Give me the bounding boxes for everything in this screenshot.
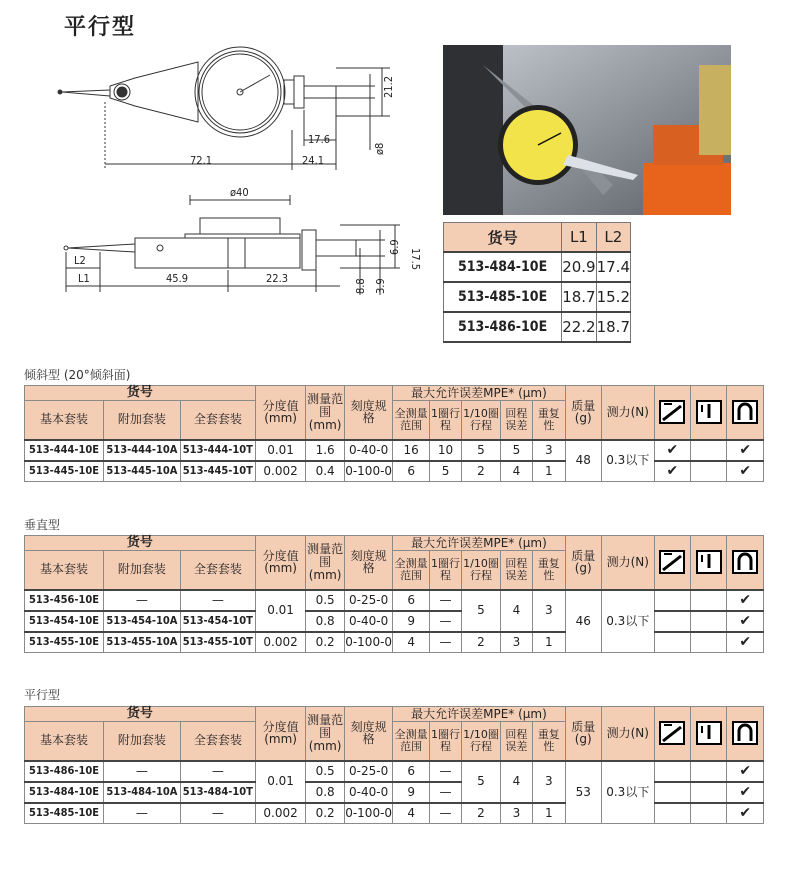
- model-l2: 17.4: [596, 252, 630, 282]
- cell-scale: 0-25-0: [344, 590, 393, 611]
- cell-check-tilt: [654, 803, 690, 824]
- cell-tenth-rev: 5: [462, 440, 500, 461]
- cell-check-tilt: [654, 590, 690, 611]
- header-full: 全套套装: [180, 400, 255, 440]
- cell-force: 0.3以下: [601, 761, 654, 824]
- header-tenth-rev: 1/10圈行程: [462, 721, 500, 761]
- dim-diameter-8: ø8: [373, 142, 386, 155]
- cell-scale: 0-100-0: [344, 803, 393, 824]
- dim-17-5: 17.5: [409, 248, 422, 271]
- parallel-contact-icon: [727, 707, 764, 761]
- header-mpe: 最大允许误差MPE* (μm): [393, 707, 565, 722]
- model-header-l2: L2: [596, 223, 630, 253]
- cell-check-parallel: ✔: [727, 440, 764, 461]
- cell-hysteresis: 4: [500, 461, 532, 482]
- dim-diameter-40: ø40: [230, 186, 249, 199]
- cell-one-rev: 5: [429, 461, 461, 482]
- cell-scale: 0-40-0: [344, 782, 393, 803]
- cell-full: 513-484-10T: [180, 782, 255, 803]
- cell-basic: 513-485-10E: [25, 803, 104, 824]
- header-scale: 刻度规格: [344, 707, 393, 761]
- header-goods-no: 货号: [25, 386, 256, 401]
- header-range: 测量范围(mm): [306, 707, 344, 761]
- cell-check-tilt: [654, 611, 690, 632]
- cell-check-vertical: [691, 461, 727, 482]
- cell-full-range: 4: [393, 803, 429, 824]
- cell-hysteresis: 3: [500, 632, 532, 653]
- model-header-l1: L1: [562, 223, 596, 253]
- cell-check-tilt: ✔: [654, 440, 690, 461]
- cell-one-rev: —: [429, 590, 461, 611]
- page-title: 平行型: [64, 15, 137, 40]
- tilt-contact-icon: [654, 707, 690, 761]
- cell-one-rev: —: [429, 782, 461, 803]
- header-addon: 附加套装: [103, 550, 180, 590]
- header-hysteresis: 回程误差: [500, 721, 532, 761]
- header-scale: 刻度规格: [344, 386, 393, 440]
- dim-24-1: 24.1: [302, 154, 325, 167]
- model-l1: 22.2: [562, 312, 596, 342]
- header-range: 测量范围(mm): [306, 386, 344, 440]
- cell-addon: 513-455-10A: [103, 632, 180, 653]
- table-row: [25, 761, 764, 782]
- cell-check-vertical: [691, 440, 727, 461]
- header-force: 测力(N): [601, 707, 654, 761]
- section-title-vertical: 垂直型: [24, 518, 61, 532]
- cell-hysteresis: 4: [500, 590, 532, 632]
- cell-range: 0.5: [306, 590, 344, 611]
- vertical-contact-icon: [691, 386, 727, 440]
- cell-tenth-rev: 2: [462, 461, 500, 482]
- vertical-contact-icon: [691, 536, 727, 590]
- model-l2: 15.2: [596, 282, 630, 312]
- cell-one-rev: —: [429, 761, 461, 782]
- cell-full-range: 4: [393, 632, 429, 653]
- cell-hysteresis: 5: [500, 440, 532, 461]
- cell-repeat: 3: [533, 440, 565, 461]
- cell-range: 1.6: [306, 440, 344, 461]
- cell-check-vertical: [691, 632, 727, 653]
- cell-tenth-rev: 2: [462, 803, 500, 824]
- cell-force: 0.3以下: [601, 590, 654, 653]
- model-l2: 18.7: [596, 312, 630, 342]
- header-repeat: 重复性: [533, 550, 565, 590]
- header-hysteresis: 回程误差: [500, 400, 532, 440]
- cell-check-parallel: ✔: [727, 611, 764, 632]
- header-force: 测力(N): [601, 386, 654, 440]
- cell-check-vertical: [691, 803, 727, 824]
- model-no: 513-486-10E: [444, 312, 562, 342]
- model-no: 513-484-10E: [444, 252, 562, 282]
- section-title-tilt: 倾斜型 (20°倾斜面): [24, 368, 131, 382]
- cell-check-vertical: [691, 611, 727, 632]
- cell-repeat: 3: [533, 761, 565, 803]
- cell-tenth-rev: 2: [462, 632, 500, 653]
- parallel-contact-icon: [727, 386, 764, 440]
- cell-resolution: 0.002: [255, 632, 306, 653]
- cell-full: 513-445-10T: [180, 461, 255, 482]
- cell-full: 513-454-10T: [180, 611, 255, 632]
- header-hysteresis: 回程误差: [500, 550, 532, 590]
- cell-resolution: 0.01: [255, 590, 306, 632]
- cell-repeat: 1: [533, 632, 565, 653]
- cell-mass: 53: [565, 761, 601, 824]
- vertical-contact-icon: [691, 707, 727, 761]
- header-full-range: 全测量范围: [393, 550, 429, 590]
- spec-table-tilt: [24, 385, 764, 482]
- cell-check-vertical: [691, 761, 727, 782]
- cell-repeat: 1: [533, 461, 565, 482]
- cell-resolution: 0.01: [255, 761, 306, 803]
- header-one-rev: 1圈行程: [429, 721, 461, 761]
- dim-3-9: 3.9: [374, 278, 387, 294]
- cell-full-range: 6: [393, 461, 429, 482]
- header-full: 全套套装: [180, 550, 255, 590]
- model-no: 513-485-10E: [444, 282, 562, 312]
- cell-hysteresis: 3: [500, 803, 532, 824]
- header-force: 测力(N): [601, 536, 654, 590]
- cell-addon: 513-444-10A: [103, 440, 180, 461]
- dim-21-2: 21.2: [382, 75, 395, 98]
- table-row: [25, 440, 764, 461]
- cell-basic: 513-456-10E: [25, 590, 104, 611]
- dim-l2: L2: [74, 254, 86, 267]
- cell-full: 513-455-10T: [180, 632, 255, 653]
- cell-hysteresis: 4: [500, 761, 532, 803]
- spec-table-vertical: [24, 535, 764, 653]
- tilt-contact-icon: [654, 386, 690, 440]
- header-tenth-rev: 1/10圈行程: [462, 400, 500, 440]
- table-row: [25, 590, 764, 611]
- product-photo: [443, 45, 731, 215]
- cell-check-vertical: [691, 782, 727, 803]
- cell-check-parallel: ✔: [727, 461, 764, 482]
- header-full-range: 全测量范围: [393, 400, 429, 440]
- cell-repeat: 3: [533, 590, 565, 632]
- header-range: 测量范围(mm): [306, 536, 344, 590]
- header-basic: 基本套装: [25, 550, 104, 590]
- cell-addon: 513-445-10A: [103, 461, 180, 482]
- cell-check-parallel: ✔: [727, 803, 764, 824]
- cell-addon: 513-484-10A: [103, 782, 180, 803]
- cell-range: 0.8: [306, 611, 344, 632]
- cell-check-tilt: [654, 782, 690, 803]
- cell-resolution: 0.002: [255, 803, 306, 824]
- cell-full-range: 9: [393, 611, 429, 632]
- dim-72-1: 72.1: [190, 154, 213, 167]
- cell-full: —: [180, 590, 255, 611]
- header-full-range: 全测量范围: [393, 721, 429, 761]
- header-mpe: 最大允许误差MPE* (μm): [393, 386, 565, 401]
- cell-one-rev: —: [429, 611, 461, 632]
- cell-range: 0.2: [306, 632, 344, 653]
- cell-check-parallel: ✔: [727, 632, 764, 653]
- cell-one-rev: 10: [429, 440, 461, 461]
- dim-8-8: 8.8: [354, 278, 367, 294]
- cell-check-tilt: ✔: [654, 461, 690, 482]
- cell-basic: 513-486-10E: [25, 761, 104, 782]
- dim-45-9: 45.9: [166, 272, 189, 285]
- tilt-contact-icon: [654, 536, 690, 590]
- header-basic: 基本套装: [25, 400, 104, 440]
- header-mass: 质量(g): [565, 707, 601, 761]
- cell-range: 0.2: [306, 803, 344, 824]
- cell-tenth-rev: 5: [462, 761, 500, 803]
- model-l1: 18.7: [562, 282, 596, 312]
- cell-resolution: 0.002: [255, 461, 306, 482]
- header-goods-no: 货号: [25, 536, 256, 551]
- header-addon: 附加套装: [103, 721, 180, 761]
- section-title-parallel: 平行型: [24, 688, 61, 702]
- header-resolution: 分度值(mm): [255, 386, 306, 440]
- cell-check-parallel: ✔: [727, 782, 764, 803]
- cell-full-range: 9: [393, 782, 429, 803]
- dimension-drawing: [40, 40, 430, 360]
- model-dimension-table: [443, 222, 631, 343]
- header-resolution: 分度值(mm): [255, 536, 306, 590]
- cell-full-range: 6: [393, 590, 429, 611]
- header-mass: 质量(g): [565, 386, 601, 440]
- cell-full: 513-444-10T: [180, 440, 255, 461]
- cell-full: —: [180, 803, 255, 824]
- cell-check-vertical: [691, 590, 727, 611]
- cell-basic: 513-444-10E: [25, 440, 104, 461]
- cell-tenth-rev: 5: [462, 590, 500, 632]
- dim-17-6: 17.6: [308, 133, 331, 146]
- cell-basic: 513-455-10E: [25, 632, 104, 653]
- cell-basic: 513-454-10E: [25, 611, 104, 632]
- model-header-no: 货号: [444, 223, 562, 253]
- cell-resolution: 0.01: [255, 440, 306, 461]
- dim-l1: L1: [78, 272, 90, 285]
- header-repeat: 重复性: [533, 721, 565, 761]
- cell-check-tilt: [654, 632, 690, 653]
- cell-full-range: 16: [393, 440, 429, 461]
- cell-check-parallel: ✔: [727, 761, 764, 782]
- header-one-rev: 1圈行程: [429, 400, 461, 440]
- cell-range: 0.8: [306, 782, 344, 803]
- header-tenth-rev: 1/10圈行程: [462, 550, 500, 590]
- cell-check-parallel: ✔: [727, 590, 764, 611]
- cell-basic: 513-445-10E: [25, 461, 104, 482]
- spec-table-parallel: [24, 706, 764, 824]
- cell-scale: 0-40-0: [344, 440, 393, 461]
- header-full: 全套套装: [180, 721, 255, 761]
- cell-one-rev: —: [429, 632, 461, 653]
- header-basic: 基本套装: [25, 721, 104, 761]
- cell-addon: —: [103, 803, 180, 824]
- cell-addon: 513-454-10A: [103, 611, 180, 632]
- cell-scale: 0-100-0: [344, 461, 393, 482]
- cell-full: —: [180, 761, 255, 782]
- header-scale: 刻度规格: [344, 536, 393, 590]
- header-mass: 质量(g): [565, 536, 601, 590]
- dim-6-9: 6.9: [388, 239, 401, 255]
- cell-full-range: 6: [393, 761, 429, 782]
- cell-force: 0.3以下: [601, 440, 654, 482]
- header-one-rev: 1圈行程: [429, 550, 461, 590]
- cell-addon: —: [103, 590, 180, 611]
- header-repeat: 重复性: [533, 400, 565, 440]
- model-l1: 20.9: [562, 252, 596, 282]
- cell-repeat: 1: [533, 803, 565, 824]
- cell-scale: 0-100-0: [344, 632, 393, 653]
- header-resolution: 分度值(mm): [255, 707, 306, 761]
- header-goods-no: 货号: [25, 707, 256, 722]
- cell-mass: 48: [565, 440, 601, 482]
- cell-check-tilt: [654, 761, 690, 782]
- cell-scale: 0-25-0: [344, 761, 393, 782]
- cell-range: 0.5: [306, 761, 344, 782]
- dim-22-3: 22.3: [266, 272, 289, 285]
- cell-mass: 46: [565, 590, 601, 653]
- cell-one-rev: —: [429, 803, 461, 824]
- parallel-contact-icon: [727, 536, 764, 590]
- cell-scale: 0-40-0: [344, 611, 393, 632]
- cell-basic: 513-484-10E: [25, 782, 104, 803]
- cell-addon: —: [103, 761, 180, 782]
- header-mpe: 最大允许误差MPE* (μm): [393, 536, 565, 551]
- cell-range: 0.4: [306, 461, 344, 482]
- header-addon: 附加套装: [103, 400, 180, 440]
